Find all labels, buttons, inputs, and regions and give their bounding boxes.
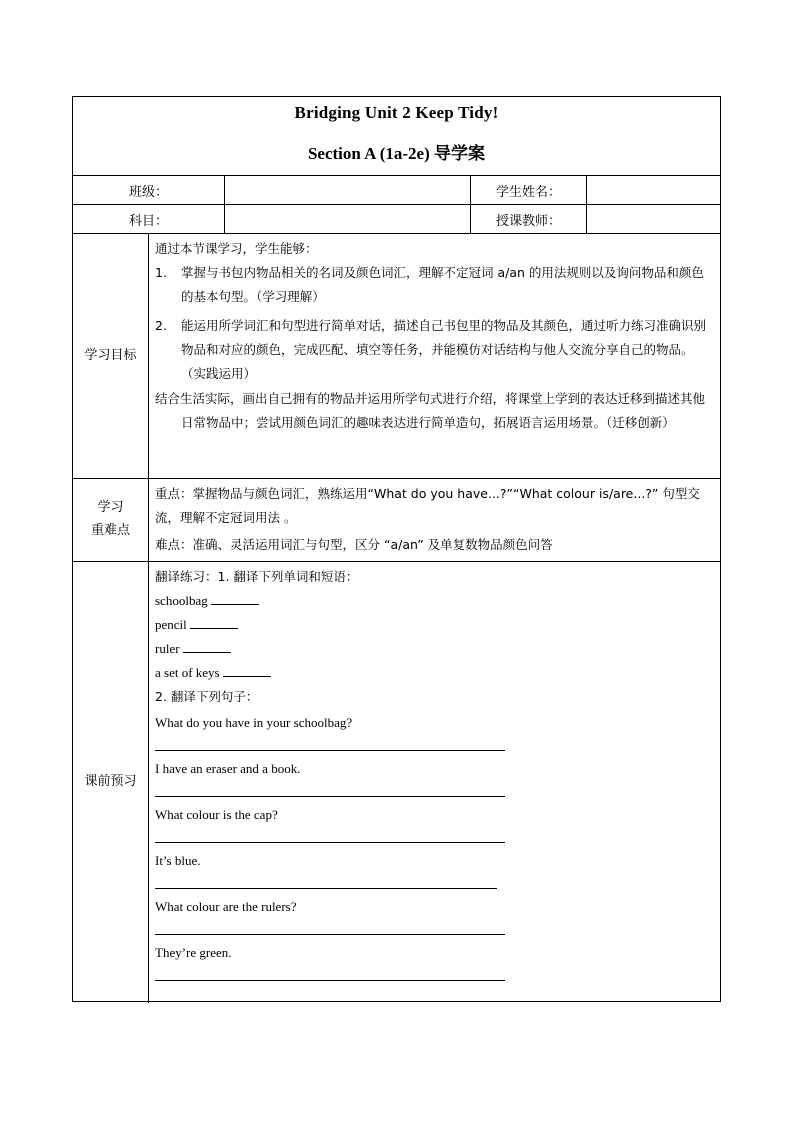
student-name-field[interactable] xyxy=(587,176,722,204)
sentence-item xyxy=(155,895,712,935)
sentence-answer-line[interactable] xyxy=(155,919,505,935)
goal-item-1-number: 1. xyxy=(155,265,167,280)
sentence-answer-line[interactable] xyxy=(155,873,497,889)
goal-item-2 xyxy=(155,314,712,386)
info-row-1 xyxy=(73,176,720,205)
goal-item-3: 结合生活实际，画出自己拥有的物品并运用所学句式进行介绍，将课堂上学到的表达迁移到描述其他日常物品中；尝试用颜色词汇的趣味表达进行简单造句，拓展语言运用场景。（迁移创新） xyxy=(155,391,706,430)
difficulty-text: 难点：准确、灵活运用词汇与句型，区分 “a/an” 及单复数物品颜色问答 xyxy=(155,537,553,552)
sentence-text: What colour are the rulers? xyxy=(155,899,297,914)
sentence-text: It’s blue. xyxy=(155,853,201,868)
key-point-text: 重点：掌握物品与颜色词汇，熟练运用“What do you have...?”“What colour is/are...?” 句型交流，理解不定冠词用法 。 xyxy=(155,486,700,525)
sentence-item xyxy=(155,849,712,889)
word-text: schoolbag xyxy=(155,593,208,608)
word-item xyxy=(155,613,712,637)
word-text: pencil xyxy=(155,617,187,632)
word-item xyxy=(155,637,712,661)
word-answer-blank[interactable] xyxy=(223,664,271,677)
sentence-text: What do you have in your schoolbag? xyxy=(155,715,353,730)
key-points-content xyxy=(149,479,720,561)
sentence-answer-line[interactable] xyxy=(155,827,505,843)
goal-item-2-number: 2. xyxy=(155,318,167,333)
word-item xyxy=(155,589,712,613)
learning-goals-row xyxy=(73,234,720,479)
key-points-row xyxy=(73,479,720,562)
preview-heading-1: 翻译练习：1. 翻译下列单词和短语： xyxy=(155,569,359,584)
teacher-label: 授课教师： xyxy=(471,205,587,233)
info-row-2 xyxy=(73,205,720,234)
preview-content xyxy=(149,562,720,1003)
subject-field[interactable] xyxy=(225,205,471,233)
key-points-label-line2: 重难点 xyxy=(90,523,130,538)
unit-title: Bridging Unit 2 Keep Tidy! xyxy=(294,103,499,122)
preview-label: 课前预习 xyxy=(73,562,149,1003)
teacher-field[interactable] xyxy=(587,205,722,233)
word-text: ruler xyxy=(155,641,180,656)
sentence-answer-line[interactable] xyxy=(155,965,505,981)
sentence-item xyxy=(155,803,712,843)
key-points-label xyxy=(73,479,149,561)
word-answer-blank[interactable] xyxy=(183,640,231,653)
worksheet-table xyxy=(72,96,721,1002)
key-points-label-line1: 学习 xyxy=(97,500,124,516)
word-item xyxy=(155,661,712,685)
section-title: Section A (1a-2e) 导学案 xyxy=(307,144,486,163)
goal-item-1 xyxy=(155,261,712,309)
class-field[interactable] xyxy=(225,176,471,204)
sentence-answer-line[interactable] xyxy=(155,735,505,751)
learning-goals-label: 学习目标 xyxy=(73,234,149,478)
sentence-item xyxy=(155,757,712,797)
student-name-label: 学生姓名： xyxy=(471,176,587,204)
sentence-text: They’re green. xyxy=(155,945,232,960)
learning-goals-content xyxy=(149,234,720,478)
goals-intro: 通过本节课学习，学生能够： xyxy=(155,241,318,256)
sentence-text: I have an eraser and a book. xyxy=(155,761,301,776)
class-label: 班级： xyxy=(73,176,225,204)
preview-row xyxy=(73,562,720,1003)
goal-item-1-text: 掌握与书包内物品相关的名词及颜色词汇，理解不定冠词 a/an 的用法规则以及询问物品和颜色的基本句型。（学习理解） xyxy=(181,265,704,304)
subject-label: 科目： xyxy=(73,205,225,233)
title-row xyxy=(73,97,720,176)
sentence-item xyxy=(155,711,712,751)
word-answer-blank[interactable] xyxy=(211,592,259,605)
goal-item-2-text: 能运用所学词汇和句型进行简单对话，描述自己书包里的物品及其颜色，通过听力练习准确识别物品和对应的颜色，完成匹配、填空等任务，并能模仿对话结构与他人交流分享自己的物品。（实践运用） xyxy=(181,318,707,381)
sentence-answer-line[interactable] xyxy=(155,781,505,797)
sentence-text: What colour is the cap? xyxy=(155,807,278,822)
word-answer-blank[interactable] xyxy=(190,616,238,629)
preview-heading-2: 2. 翻译下列句子： xyxy=(155,689,259,704)
word-text: a set of keys xyxy=(155,665,220,680)
sentence-item xyxy=(155,941,712,981)
